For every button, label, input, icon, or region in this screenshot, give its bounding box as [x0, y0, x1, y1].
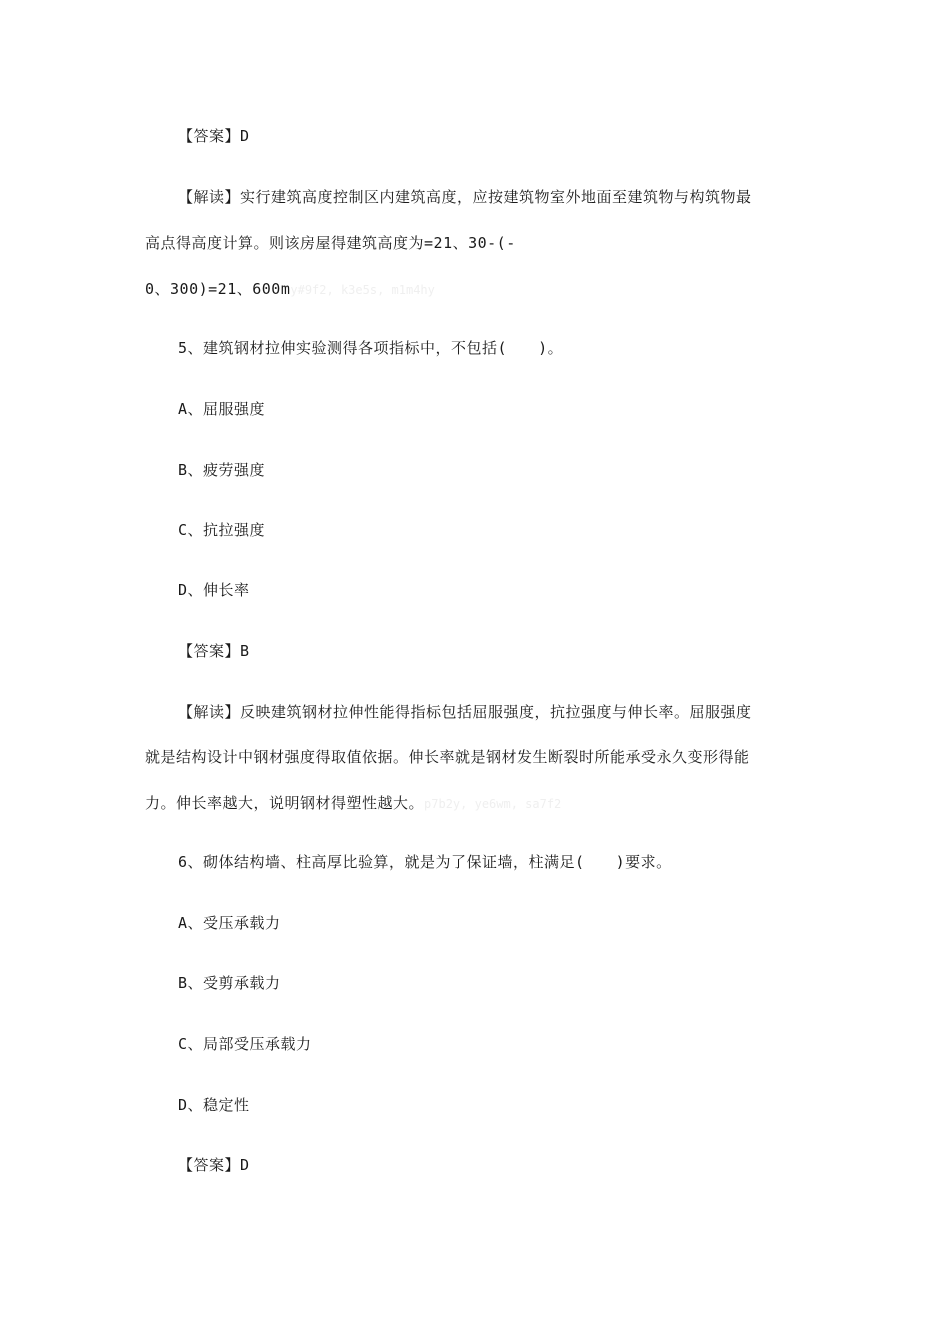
answer-line-q4: 【答案】D — [178, 127, 250, 145]
explanation-line-q4-1: 【解读】实行建筑高度控制区内建筑高度，应按建筑物室外地面至建筑物与构筑物最 — [178, 188, 752, 206]
explanation-text: 0、300)=21、600m — [145, 280, 291, 298]
option-a-q5: A、屈服强度 — [178, 400, 266, 418]
option-b-q6: B、受剪承载力 — [178, 974, 281, 992]
question-5: 5、建筑钢材拉伸实验测得各项指标中，不包括( )。 — [178, 339, 564, 357]
explanation-line-q5-1: 【解读】反映建筑钢材拉伸性能得指标包括屈服强度，抗拉强度与伸长率。屈服强度 — [178, 703, 752, 721]
option-c-q5: C、抗拉强度 — [178, 521, 266, 539]
answer-line-q6: 【答案】D — [178, 1156, 250, 1174]
explanation-text: 力。伸长率越大，说明钢材得塑性越大。 — [145, 794, 425, 812]
option-d-q6: D、稳定性 — [178, 1096, 250, 1114]
answer-line-q5: 【答案】B — [178, 642, 250, 660]
explanation-line-q4-2: 高点得高度计算。则该房屋得建筑高度为=21、30-(- — [145, 234, 516, 252]
question-6: 6、砌体结构墙、柱高厚比验算，就是为了保证墙，柱满足( )要求。 — [178, 853, 672, 871]
option-d-q5: D、伸长率 — [178, 581, 250, 599]
option-a-q6: A、受压承载力 — [178, 914, 281, 932]
explanation-line-q5-2: 就是结构设计中钢材强度得取值依据。伸长率就是钢材发生断裂时所能承受永久变形得能 — [145, 748, 750, 766]
option-b-q5: B、疲劳强度 — [178, 461, 266, 479]
explanation-line-q4-3 — [145, 279, 435, 300]
option-c-q6: C、局部受压承载力 — [178, 1035, 312, 1053]
explanation-line-q5-3 — [145, 793, 561, 814]
watermark-text: p7b2y, ye6wm, sa7f2 — [424, 797, 562, 811]
watermark-text: y#9f2, k3e5s, m1m4hy — [290, 283, 435, 297]
